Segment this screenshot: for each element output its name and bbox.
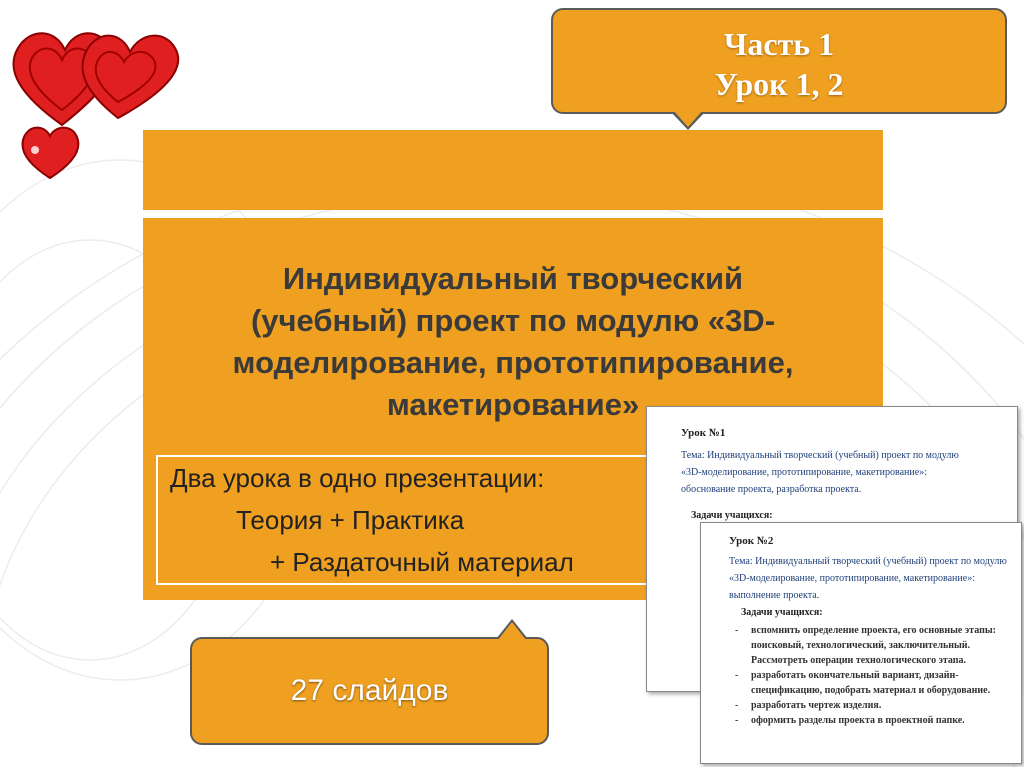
handout-title: Урок №2 (729, 535, 774, 547)
task-item: Рассмотреть операции технологического этапа. (751, 655, 967, 666)
info-line: Теория + Практика (236, 505, 465, 535)
task-item: - оформить разделы проекта в проектной папке. (729, 713, 1019, 728)
handout-topic (729, 553, 1019, 604)
handout-topic (681, 447, 1011, 498)
project-title (143, 258, 883, 426)
title-line: (учебный) проект по модулю «3D- (250, 303, 776, 338)
tasks-list (729, 623, 1019, 728)
heart-icon (82, 36, 178, 118)
topic-line: Тема: Индивидуальный творческий (учебный) проект по модулю (729, 556, 1007, 567)
handout-title: Урок №1 (681, 427, 726, 439)
handout-page-lesson2 (700, 522, 1022, 764)
task-item: - вспомнить определение проекта, его основные этапы: (729, 623, 1019, 638)
topic-line: «3D-моделирование, прототипирование, макетирование»: (729, 573, 975, 584)
part-callout (551, 8, 1007, 114)
task-item: поисковый, технологический, заключительный. (751, 640, 971, 651)
title-line: моделирование, прототипирование, (232, 345, 794, 380)
topic-line: выполнение проекта. (729, 590, 820, 601)
topic-line: обоснование проекта, разработка проекта. (681, 484, 862, 495)
callout-tail (496, 619, 528, 639)
callout-tail (671, 112, 705, 130)
tasks-title: Задачи учащихся: (691, 510, 773, 521)
info-line: Два урока в одно презентации: (170, 463, 545, 493)
topic-line: Тема: Индивидуальный творческий (учебный) проект по модулю (681, 450, 959, 461)
tasks-title: Задачи учащихся: (741, 607, 823, 618)
heart-icon (22, 128, 78, 178)
orange-header-bar (143, 130, 883, 210)
info-line: + Раздаточный материал (270, 547, 574, 577)
slides-count-callout (190, 637, 549, 745)
topic-line: «3D-моделирование, прототипирование, макетирование»: (681, 467, 927, 478)
task-item: спецификацию, подобрать материал и оборудование. (751, 685, 991, 696)
title-line: Индивидуальный творческий (282, 261, 744, 296)
task-item: - разработать чертеж изделия. (729, 698, 1019, 713)
part-label: Часть 1 (723, 26, 835, 62)
task-item: - разработать окончательный вариант, дизайн- (729, 668, 1019, 683)
title-line: макетирование» (386, 387, 640, 422)
lesson-label: Урок 1, 2 (714, 66, 844, 102)
slides-count: 27 слайдов (290, 674, 449, 707)
